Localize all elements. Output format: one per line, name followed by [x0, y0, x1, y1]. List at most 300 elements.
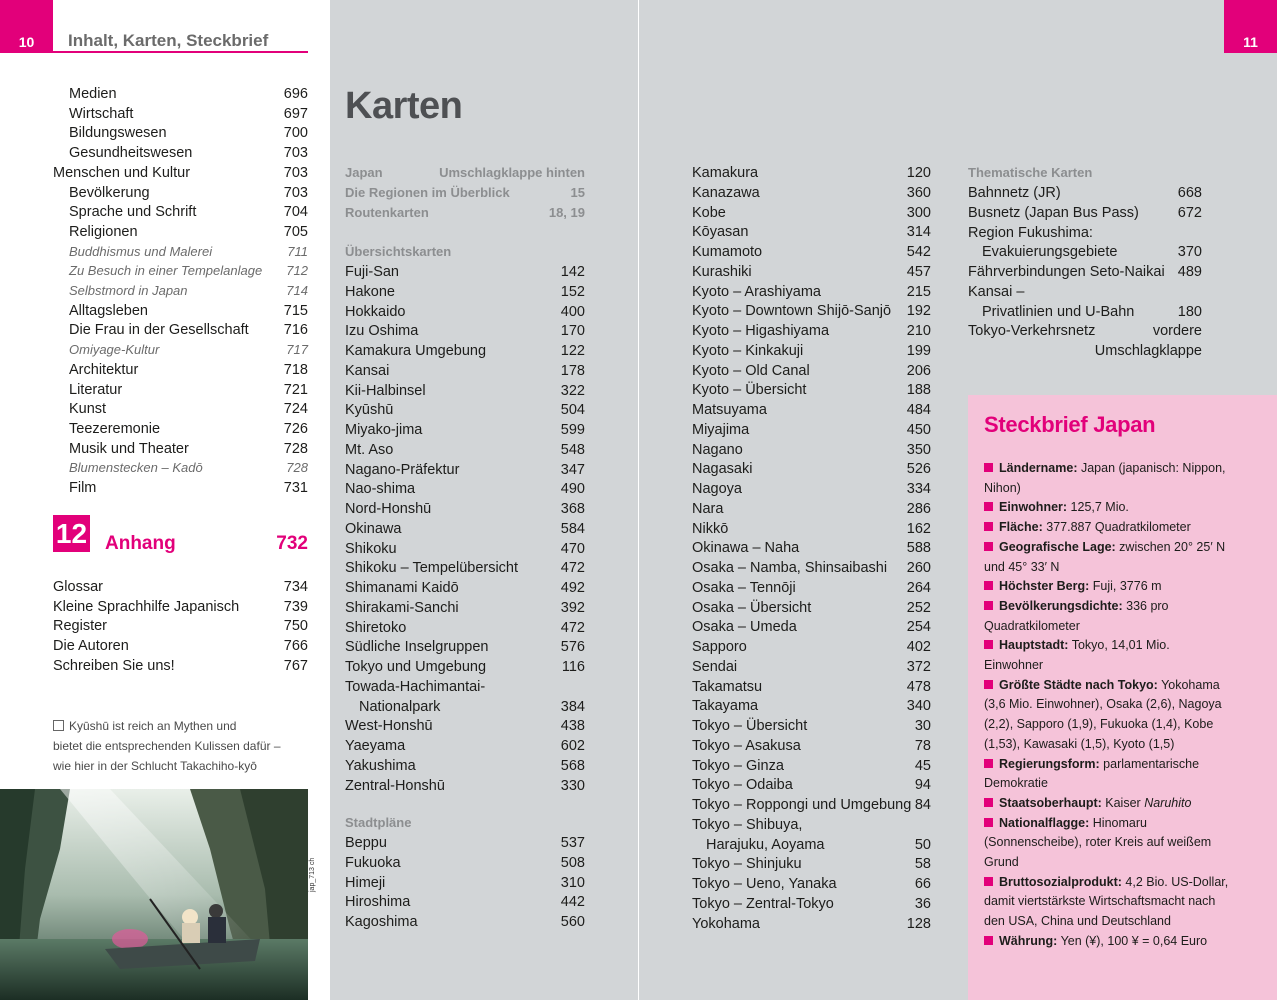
entry-page: 568	[560, 757, 585, 774]
toc-row	[53, 202, 308, 222]
toc-row	[53, 104, 308, 124]
entry-title: Register	[53, 618, 107, 635]
entry-page: 739	[283, 598, 308, 615]
fact-text: 4,2 Bio. US-Dollar, damit viertstärkste Wirtschaftsmacht nach den USA, China und Deutschland	[984, 874, 1229, 929]
entry-title: Okinawa – Naha	[692, 540, 800, 557]
list-item	[692, 321, 931, 341]
toc-page: 703	[283, 145, 308, 162]
entry-title: Osaka – Tennōji	[692, 579, 796, 596]
entry-title: Tokyo – Shinjuku	[692, 856, 802, 873]
entry-page: 120	[906, 165, 931, 181]
list-item	[968, 183, 1202, 203]
fact-text: Fuji, 3776 m	[1089, 579, 1162, 594]
list-item	[692, 775, 931, 795]
entry-title: Tokyo – Odaiba	[692, 777, 793, 794]
entry-page: vordere	[1152, 323, 1202, 340]
list-item	[345, 262, 585, 282]
bullet-square-icon	[984, 818, 993, 827]
entry-page: Umschlagklappe	[1094, 343, 1202, 359]
list-item	[692, 519, 931, 539]
entry-title: Tokyo-Verkehrsnetz	[968, 323, 1096, 340]
list-item	[345, 539, 585, 559]
entry-page: 322	[560, 382, 585, 399]
list-item	[692, 203, 931, 223]
list-item	[345, 756, 585, 776]
entry-title: Shikoku	[345, 540, 397, 557]
toc-row	[53, 143, 308, 163]
toc-page: 721	[283, 381, 308, 398]
toc-page: 700	[283, 125, 308, 142]
list-item	[968, 282, 1202, 302]
fact-text: parlamentarische Demokratie	[984, 756, 1200, 791]
entry-page: 470	[560, 540, 585, 557]
fact-label: Währung:	[999, 933, 1058, 948]
toc-page: 731	[283, 480, 308, 496]
fact-label: Staatsoberhaupt:	[999, 795, 1102, 810]
list-item	[692, 835, 931, 855]
header-rule	[53, 51, 308, 53]
list-item	[968, 302, 1202, 322]
entry-page: 672	[1177, 204, 1202, 221]
list-item	[968, 223, 1202, 243]
fact-item	[984, 636, 1229, 675]
toc-title: Teezeremonie	[69, 420, 161, 437]
fact-item	[984, 755, 1229, 794]
entry-title: Takayama	[692, 698, 759, 715]
entry-page: 599	[560, 422, 585, 438]
entry-title: Nikkō	[692, 520, 729, 537]
entry-page: 537	[560, 835, 585, 851]
entry-page: 490	[560, 481, 585, 498]
entry-title: Südliche Inselgruppen	[345, 639, 489, 656]
entry-page: 215	[906, 283, 931, 300]
bullet-square-icon	[984, 522, 993, 531]
entry-page: 767	[283, 657, 308, 674]
list-item	[692, 440, 931, 460]
list-item	[692, 499, 931, 519]
entry-page: 116	[561, 659, 585, 675]
list-item	[692, 242, 931, 262]
list-item	[968, 341, 1202, 361]
entry-title: Okinawa	[345, 520, 402, 537]
entry-title: Tokyo und Umgebung	[345, 659, 487, 675]
entry-page: 560	[560, 914, 585, 930]
list-item	[692, 380, 931, 400]
list-item	[968, 262, 1202, 282]
bullet-square-icon	[984, 936, 993, 945]
entry-page: 438	[560, 718, 585, 735]
entry-title: Himeji	[345, 874, 386, 891]
entry-page: 588	[906, 540, 931, 557]
entry-page: 162	[906, 520, 931, 537]
entry-page: 472	[560, 560, 585, 577]
toc-page: 724	[283, 401, 308, 418]
toc-title: Bildungswesen	[69, 125, 167, 142]
entry-title: Kyoto – Arashiyama	[692, 283, 821, 300]
entry-page: 392	[560, 599, 585, 616]
list-item	[345, 420, 585, 440]
fact-label: Hauptstadt:	[999, 638, 1069, 653]
caption-line: Kyūshū ist reich an Mythen und	[69, 719, 237, 733]
entry-title: Osaka – Namba, Shinsaibashi	[692, 560, 888, 576]
fact-text: Japan (japanisch: Nippon, Nihon)	[984, 461, 1226, 495]
running-head: Inhalt, Karten, Steckbrief	[68, 31, 269, 50]
entry-page: 489	[1177, 264, 1202, 280]
entry-title: Shikoku – Tempelübersicht	[345, 560, 519, 577]
entry-title: Tokyo – Asakusa	[692, 737, 801, 754]
entry-page: 192	[906, 303, 931, 320]
entry-page: 66	[914, 876, 931, 892]
list-item	[692, 795, 931, 815]
toc-title: Sprache und Schrift	[69, 204, 197, 221]
fact-text: Yokohama (3,6 Mio. Einwohner), Osaka (2,6), Nagoya (2,2), Sapporo (1,9), Fukuoka (1,4), Kobe (1,53), Kawasaki (1,5), Kyoto (1,5)	[984, 677, 1222, 751]
caption-line: wie hier in der Schlucht Takachiho-kyō	[53, 759, 257, 773]
entry-title: Die Autoren	[53, 638, 129, 655]
chapter-number-badge: 12	[53, 515, 90, 552]
fact-item	[984, 498, 1229, 518]
fact-label: Fläche:	[999, 520, 1043, 535]
toc-title: Kunst	[69, 401, 107, 418]
list-item	[692, 459, 931, 479]
toc-title: Wirtschaft	[69, 105, 134, 122]
entry-title: Tokyo – Zentral-Tokyo	[692, 895, 834, 912]
city-maps-heading: Stadtpläne	[345, 815, 412, 830]
list-item	[692, 420, 931, 440]
fact-label: Höchster Berg:	[999, 579, 1090, 594]
toc-page: 703	[283, 164, 308, 181]
entry-page: 170	[560, 323, 585, 340]
fact-label: Einwohner:	[999, 500, 1068, 515]
entry-page: 402	[906, 639, 931, 655]
entry-page: 300	[906, 204, 931, 221]
entry-title: Kyoto – Kinkakuji	[692, 342, 804, 359]
overview-heading: Übersichtskarten	[345, 244, 452, 259]
entry-page: 15	[570, 184, 585, 200]
entry-title: Kyoto – Old Canal	[692, 362, 810, 379]
fact-text: Hinomaru (Sonnenscheibe), roter Kreis auf weißem Grund	[984, 815, 1212, 870]
toc-title: Religionen	[69, 223, 138, 240]
entry-title: Kleine Sprachhilfe Japanisch	[53, 598, 240, 615]
fact-label: Größte Städte nach Tokyo:	[999, 677, 1158, 692]
fact-item	[984, 518, 1229, 538]
list-item	[692, 558, 931, 578]
list-item	[692, 479, 931, 499]
list-item	[345, 697, 585, 717]
fact-item	[984, 932, 1229, 952]
entry-page: 286	[906, 500, 931, 517]
list-item	[692, 637, 931, 657]
bullet-square-icon	[984, 877, 993, 886]
fact-item	[984, 538, 1229, 577]
toc-row	[53, 439, 308, 459]
list-item	[345, 776, 585, 796]
bullet-square-icon	[984, 463, 993, 472]
entry-title: Tokyo – Roppongi und Umgebung	[692, 797, 912, 813]
chapter-title: Anhang	[105, 533, 176, 554]
entry-page: 330	[560, 777, 585, 794]
entry-title: Hokkaido	[345, 303, 406, 320]
entry-title: Kansai	[345, 362, 390, 379]
page-title: Karten	[345, 85, 463, 127]
list-item	[692, 617, 931, 637]
entry-title: Busnetz (Japan Bus Pass)	[968, 204, 1139, 221]
toc-page: 712	[286, 263, 308, 279]
entry-page: 457	[906, 263, 931, 280]
toc-title: Medien	[69, 86, 117, 102]
entry-page: 492	[560, 580, 585, 596]
page-number-right: 11	[1224, 0, 1277, 53]
entry-page: 152	[560, 283, 585, 300]
toc-title: Omiyage-Kultur	[69, 342, 160, 358]
toc-row	[53, 360, 308, 380]
entry-page: Umschlagklappe hinten	[439, 165, 585, 180]
entry-title: Kyoto – Übersicht	[692, 382, 807, 399]
entry-title: Osaka – Umeda	[692, 619, 797, 636]
entry-title: Matsuyama	[692, 402, 767, 418]
list-item	[345, 400, 585, 420]
entry-title: Nao-shima	[345, 481, 416, 498]
list-item	[692, 598, 931, 618]
toc-page: 697	[283, 105, 308, 122]
entry-page: 334	[906, 481, 931, 497]
toc-title: Zu Besuch in einer Tempelanlage	[69, 263, 263, 279]
entry-page: 94	[914, 777, 931, 794]
entry-title: Nagoya	[692, 481, 742, 497]
toc-page: 704	[283, 204, 308, 221]
entry-page: 526	[906, 461, 931, 478]
entry-title: Nara	[692, 500, 724, 517]
toc-title: Gesundheitswesen	[69, 145, 193, 162]
bullet-square-icon	[984, 759, 993, 768]
toc-title: Film	[69, 480, 97, 496]
list-item	[345, 381, 585, 401]
list-item	[345, 479, 585, 499]
entry-page: 360	[906, 184, 931, 201]
toc-title: Menschen und Kultur	[53, 164, 191, 181]
entry-title: Nord-Honshū	[345, 501, 432, 517]
fact-label: Geografische Lage:	[999, 539, 1116, 554]
list-item	[345, 183, 585, 203]
entry-page: 30	[914, 718, 931, 734]
list-item	[692, 756, 931, 776]
list-item	[692, 657, 931, 677]
list-item	[345, 716, 585, 736]
entry-title: Osaka – Übersicht	[692, 599, 812, 616]
entry-title: Yaeyama	[345, 738, 406, 754]
entry-page: 400	[560, 303, 585, 320]
toc-title: Selbstmord in Japan	[69, 283, 188, 298]
list-item	[692, 222, 931, 242]
entry-page: 584	[560, 520, 585, 537]
entry-title: Kyoto – Downtown Shijō-Sanjō	[692, 303, 892, 320]
entry-page: 668	[1177, 185, 1202, 201]
entry-page: 370	[1177, 244, 1202, 261]
entry-page: 478	[906, 678, 931, 695]
list-item	[345, 578, 585, 598]
entry-title: Japan	[345, 165, 383, 180]
list-item	[692, 578, 931, 598]
list-item	[345, 853, 585, 873]
entry-page: 122	[560, 343, 585, 359]
toc-row	[53, 123, 308, 143]
toc-page: 716	[283, 322, 308, 339]
entry-title: Kōyasan	[692, 224, 749, 241]
entry-page: 314	[906, 224, 931, 241]
entry-page: 340	[906, 698, 931, 715]
entry-title: Kamakura Umgebung	[345, 343, 487, 359]
entry-title: Kyūshū	[345, 402, 394, 419]
toc-row	[53, 84, 308, 104]
fact-label: Bruttosozialprodukt:	[999, 874, 1122, 889]
fact-item	[984, 597, 1229, 636]
entry-page: 206	[906, 362, 931, 379]
entry-title: Harajuku, Aoyama	[706, 836, 825, 853]
toc-page: 714	[286, 283, 308, 298]
entry-title: Yokohama	[692, 915, 760, 932]
entry-title: Evakuierungsgebiete	[982, 244, 1118, 261]
fact-item	[984, 577, 1229, 597]
entry-title: Tokyo – Shibuya,	[692, 816, 803, 833]
list-item	[345, 499, 585, 519]
list-item	[968, 242, 1202, 262]
entry-title: Kurashiki	[692, 263, 752, 280]
toc-row	[53, 399, 308, 419]
entry-title: Kii-Halbinsel	[345, 382, 426, 399]
toc-row	[53, 261, 308, 281]
entry-title: Izu Oshima	[345, 323, 419, 340]
list-item	[53, 656, 308, 676]
toc-title: Musik und Theater	[69, 440, 189, 457]
entry-page: 178	[560, 362, 585, 379]
list-item	[692, 400, 931, 420]
list-item	[692, 282, 931, 302]
fact-text: Yen (¥), 100 ¥ = 0,64 Euro	[1057, 933, 1208, 948]
entry-title: Shimanami Kaidō	[345, 580, 459, 596]
list-item	[692, 874, 931, 894]
list-item	[345, 912, 585, 932]
toc-row	[53, 163, 308, 183]
toc-title: Literatur	[69, 381, 123, 398]
list-item	[53, 577, 308, 597]
entry-page: 210	[906, 323, 931, 339]
fact-text: Tokyo, 14,01 Mio. Einwohner	[984, 638, 1170, 673]
entry-title: Kanazawa	[692, 184, 760, 201]
list-item	[692, 361, 931, 381]
list-item	[692, 894, 931, 914]
toc-row	[53, 340, 308, 360]
page-number-left: 10	[0, 0, 53, 53]
toc-title: Alltagsleben	[69, 302, 148, 319]
bullet-square-icon	[984, 798, 993, 807]
bullet-square-icon	[984, 640, 993, 649]
list-item	[53, 597, 308, 617]
list-item	[345, 341, 585, 361]
list-item	[968, 203, 1202, 223]
list-item	[692, 815, 931, 835]
entry-page: 50	[914, 836, 931, 853]
list-item	[345, 892, 585, 912]
caption-line: bietet die entsprechenden Kulissen dafür –	[53, 739, 281, 753]
fact-label: Ländername:	[999, 461, 1078, 475]
toc-title: Bevölkerung	[69, 184, 150, 201]
fact-label: Bevölkerungsdichte:	[999, 598, 1123, 613]
entry-title: Fukuoka	[345, 854, 401, 871]
list-item	[345, 637, 585, 657]
entry-page: 188	[906, 382, 931, 399]
toc-page: 703	[283, 184, 308, 201]
entry-title: West-Honshū	[345, 718, 433, 735]
entry-page: 254	[906, 619, 931, 636]
bullet-square-icon	[984, 502, 993, 511]
entry-title: Tokyo – Ginza	[692, 757, 784, 774]
fact-text: 377.887 Quadratkilometer	[1042, 520, 1191, 535]
toc-row	[53, 281, 308, 301]
entry-page: 18, 19	[548, 204, 585, 220]
toc-page: 717	[286, 342, 308, 358]
fact-label: Nationalflagge:	[999, 815, 1090, 830]
list-item	[692, 736, 931, 756]
entry-title: Bahnnetz (JR)	[968, 185, 1061, 201]
bullet-square-icon	[984, 680, 993, 689]
entry-title: Schreiben Sie uns!	[53, 657, 175, 674]
entry-title: Fuji-San	[345, 264, 399, 280]
entry-page: 260	[906, 560, 931, 576]
entry-title: Yakushima	[345, 757, 416, 774]
toc-page: 726	[283, 420, 308, 437]
fact-text: Kaiser	[1101, 795, 1145, 810]
toc-page: 711	[287, 243, 308, 259]
entry-title: Miyajima	[692, 421, 750, 438]
list-item	[692, 301, 931, 321]
entry-page: 472	[560, 619, 585, 636]
caption-arrow-icon	[53, 720, 64, 731]
list-item	[692, 262, 931, 282]
fact-item	[984, 794, 1229, 814]
entry-page: 36	[914, 895, 931, 912]
list-item	[345, 677, 585, 697]
entry-title: Hakone	[345, 283, 395, 300]
entry-page: 368	[560, 501, 585, 517]
toc-page: 696	[283, 86, 308, 102]
entry-page: 78	[914, 737, 931, 754]
entry-title: Nagano-Präfektur	[345, 461, 460, 478]
entry-title: Shiretoko	[345, 619, 407, 636]
fact-text: 336 pro Quadratkilometer	[984, 598, 1169, 633]
entry-page: 310	[560, 874, 585, 891]
fact-text-italic: Naruhito	[1144, 795, 1192, 810]
entry-title: Kyoto – Higashiyama	[692, 323, 830, 339]
list-item	[692, 538, 931, 558]
entry-page: 442	[560, 894, 585, 911]
toc-row	[53, 478, 308, 498]
bullet-square-icon	[984, 581, 993, 590]
entry-title: Beppu	[345, 835, 387, 851]
toc-page: 728	[286, 460, 308, 476]
list-item	[345, 873, 585, 893]
entry-title: Kumamoto	[692, 244, 763, 260]
entry-title: Die Regionen im Überblick	[345, 184, 510, 200]
entry-title: Takamatsu	[692, 678, 763, 695]
list-item	[692, 163, 931, 183]
list-item	[345, 736, 585, 756]
entry-page: 264	[906, 579, 931, 596]
list-item	[345, 519, 585, 539]
list-item	[692, 341, 931, 361]
list-item	[692, 914, 931, 934]
list-item	[53, 616, 308, 636]
fact-text: 125,7 Mio.	[1067, 500, 1129, 515]
entry-page: 602	[560, 738, 585, 754]
